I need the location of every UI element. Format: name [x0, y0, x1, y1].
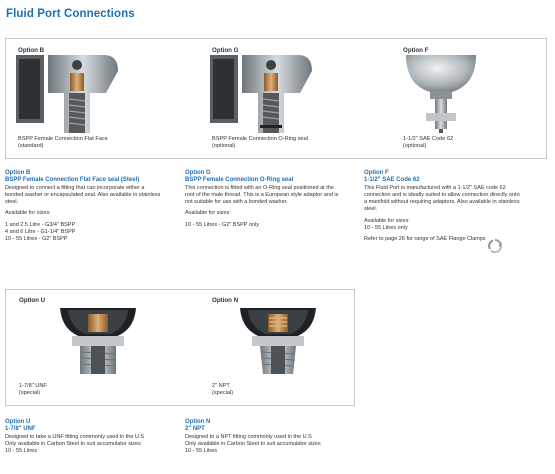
- option-f-label: Option F: [403, 47, 429, 54]
- option-u-description: Option U 1-7/8" UNF Designed to take a UNF fitting commonly used in the U.S Only available in Carbon Steel to suit accumulator sizes 10 - 55 Litres: [5, 419, 145, 455]
- option-g-label: Option G: [212, 47, 239, 54]
- option-g-illustration: [208, 53, 318, 135]
- option-n-illustration: [238, 306, 318, 376]
- option-g-description: Option G BSPP Female Connection O-Ring seal This connection is fitted with an O-Ring seal positioned at the root of the male thread. This is a European style adaptor and is not suitable for use with a bonded washer. Available for sizes: 10 - 55 Litres - G2" BSPP only: [185, 170, 339, 228]
- option-b-caption: BSPP Female Connection Flat Face (standard): [18, 136, 108, 149]
- top-illustration-panel: [5, 38, 547, 159]
- option-n-caption: 2" NPT (special): [212, 383, 234, 396]
- option-f-illustration: [402, 53, 502, 135]
- option-n-description: Option N 2" NPT Designed to a NPT fitting commonly used in the U.S Only available in Carbon Steel to suit accumulator sizes 10 - 55 Litres: [185, 419, 321, 455]
- option-b-label: Option B: [18, 47, 45, 54]
- option-f-caption: 1-1/2" SAE Code 62 (optional): [403, 136, 454, 149]
- option-b-description: Option B BSPP Female Connection Flat Face seal (Steel) Designed to connect a fitting that can incorporate either a bonded washer or encapsulated seal. Also available in stainless steel. Available for sizes: 1 and 2.5 Litre - G3/4" BSPP 4 and 6 Litre - G1-1/4" BSPP 10 - 55 Litres - G2" BSPP: [5, 170, 161, 242]
- option-b-illustration: [14, 53, 124, 135]
- option-u-illustration: [58, 306, 138, 376]
- sae-clamps-reference: Refer to page 26 for range of SAE Flange Clamps: [364, 235, 486, 242]
- option-u-label: Option U: [19, 297, 46, 304]
- bottom-illustration-panel: [5, 289, 355, 406]
- page-title: Fluid Port Connections: [6, 8, 135, 20]
- option-g-caption: BSPP Female Connection O-Ring seal (optional): [212, 136, 308, 149]
- recycle-arrows-icon: [487, 238, 503, 254]
- option-f-description: Option F 1-1/2" SAE Code 62 This Fluid Port is manufactured with a 1-1/2" SAE code 62 connection and is ideally suited to allow connection directly onto a manifold without requiring adaptors. Also available in stainless steel. Available for sizes: 10 - 55 Litres only Refer to page 26 for range of SAE Flange Clamps: [364, 170, 544, 243]
- option-n-label: Option N: [212, 297, 239, 304]
- option-u-caption: 1-7/8" UNF (special): [19, 383, 47, 396]
